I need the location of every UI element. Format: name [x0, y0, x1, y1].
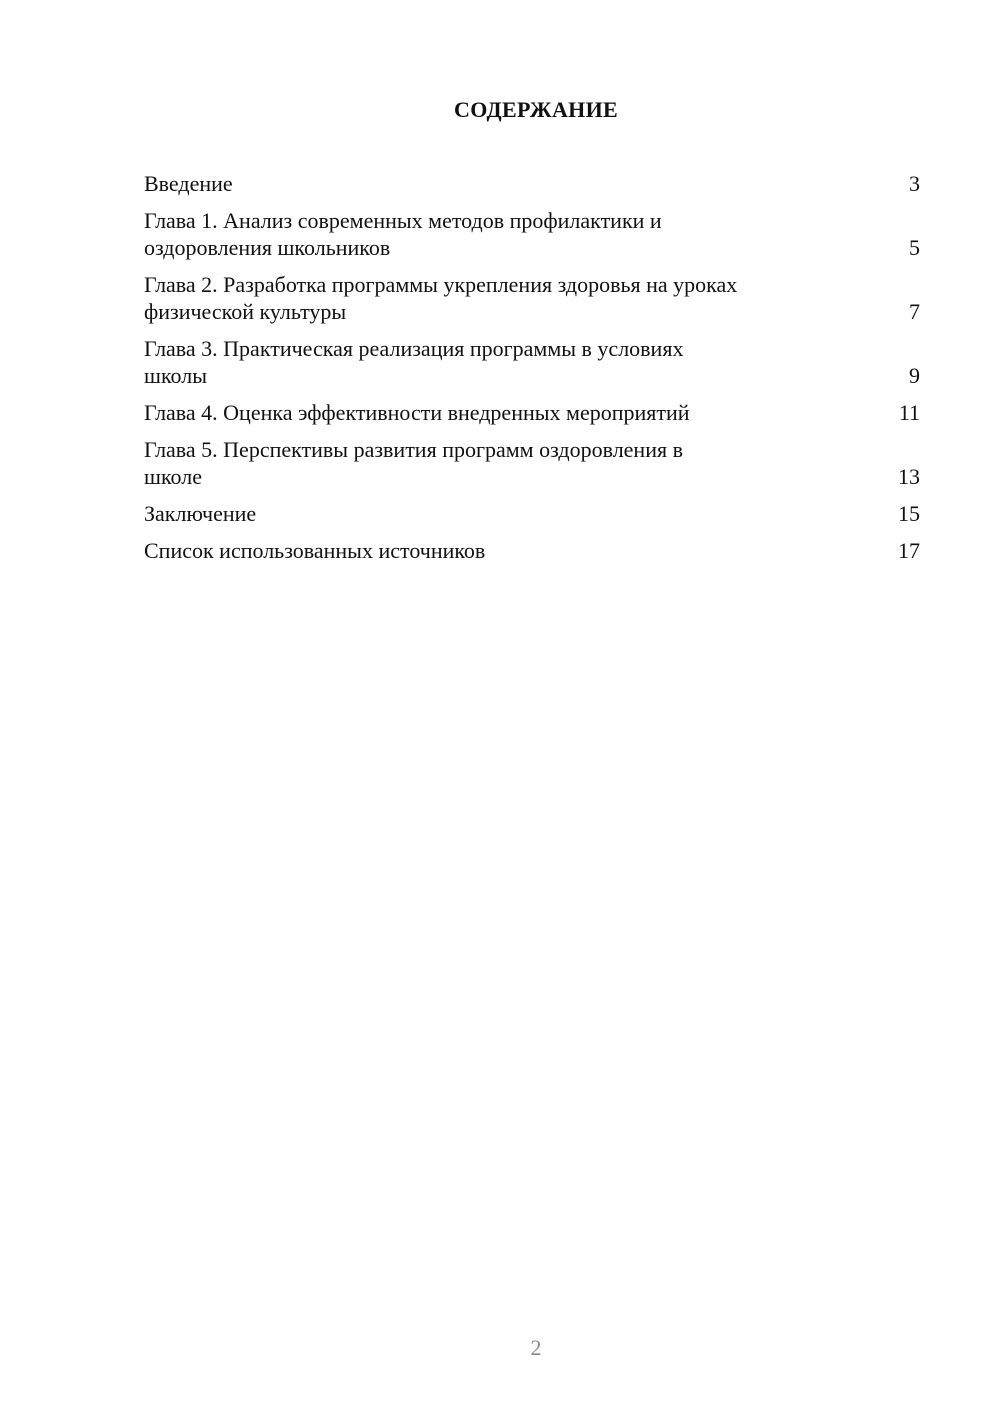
toc-entry-label: Заключение	[144, 501, 257, 526]
toc-entry-chapter-3[interactable]	[144, 335, 920, 389]
toc-entry-label: Глава 3. Практическая реализация программы в условиях школы	[144, 336, 684, 388]
toc-entry-page: 11	[898, 400, 920, 425]
toc-entry-chapter-2[interactable]	[144, 271, 920, 325]
toc-entry-conclusion[interactable]	[144, 500, 920, 527]
toc-entry-page: 15	[898, 501, 920, 526]
table-of-contents	[144, 170, 920, 574]
toc-entry-label: Глава 1. Анализ современных методов профилактики и оздоровления школьников	[144, 208, 662, 260]
toc-entry-page: 17	[898, 538, 920, 563]
toc-entry-label: Глава 4. Оценка эффективности внедренных мероприятий	[144, 400, 690, 425]
page-number: 2	[530, 1335, 542, 1360]
toc-entry-introduction[interactable]	[144, 170, 920, 197]
toc-entry-label: Глава 5. Перспективы развития программ оздоровления в школе	[144, 437, 683, 489]
toc-entry-chapter-1[interactable]	[144, 207, 920, 261]
toc-entry-label: Список использованных источников	[144, 538, 486, 563]
toc-entry-page: 5	[909, 235, 920, 260]
toc-entry-page: 13	[898, 464, 920, 489]
document-title: СОДЕРЖАНИЕ	[454, 97, 618, 122]
toc-entry-label: Глава 2. Разработка программы укрепления здоровья на уроках физической культуры	[144, 272, 738, 324]
toc-entry-chapter-5[interactable]	[144, 436, 920, 490]
toc-entry-page: 9	[909, 363, 920, 388]
toc-entry-label: Введение	[144, 171, 233, 196]
toc-entry-page: 7	[909, 299, 920, 324]
toc-entry-page: 3	[909, 171, 920, 196]
toc-entry-chapter-4[interactable]	[144, 399, 920, 426]
toc-entry-references[interactable]	[144, 537, 920, 564]
